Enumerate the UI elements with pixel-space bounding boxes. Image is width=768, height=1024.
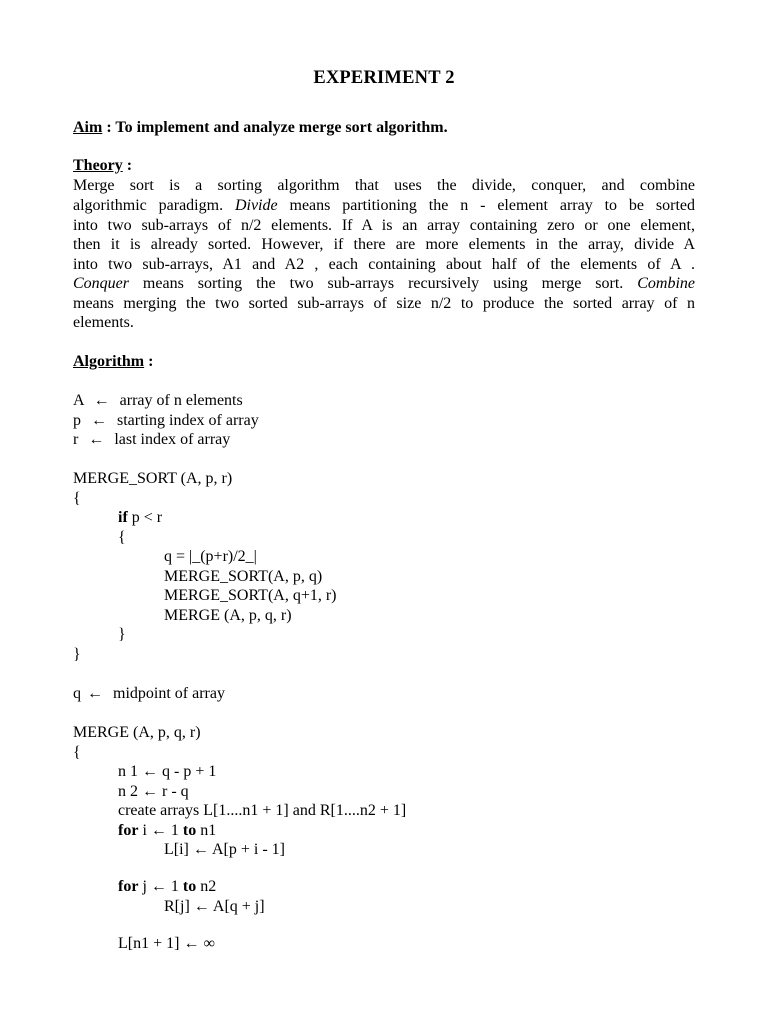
n2-assign: n 2 ← r - q (118, 783, 189, 800)
sentinel-assign: L[n1 + 1] ← ∞ (118, 935, 215, 952)
for-keyword: for (118, 878, 139, 895)
n1-assign: n 1 ← q - p + 1 (118, 763, 217, 780)
for-loop-i-body: L[i] ← A[p + i - 1] (164, 841, 285, 858)
left-arrow-icon: ← (93, 392, 110, 409)
merge-sort-close-brace: } (73, 646, 81, 663)
merge-sort-header: MERGE_SORT (A, p, r) (73, 470, 233, 487)
theory-line-3: into two sub-arrays of n/2 elements. If A is an array containing zero or one element, (73, 217, 695, 234)
algorithm-label: Algorithm (73, 353, 145, 370)
aim-line (73, 118, 448, 138)
combine-term: Combine (637, 275, 696, 292)
theory-colon: : (122, 157, 133, 174)
if-keyword: if (118, 509, 128, 526)
theory-label: Theory (73, 157, 123, 174)
for-loop-j: for j ← 1 to n2 (118, 878, 217, 895)
conquer-term: Conquer (73, 275, 129, 292)
create-arrays: create arrays L[1....n1 + 1] and R[1....n2 + 1] (118, 802, 407, 819)
for-loop-j-body: R[j] ← A[q + j] (164, 898, 265, 915)
algorithm-colon: : (144, 353, 154, 370)
recursive-call-right: MERGE_SORT(A, q+1, r) (164, 587, 337, 604)
theory-line-4: then it is already sorted. However, if there are more elements in the array, divide A (73, 236, 695, 253)
theory-line-5: into two sub-arrays, A1 and A2 , each containing about half of the elements of A . (73, 256, 695, 273)
if-close-brace: } (118, 626, 126, 643)
to-keyword: to (182, 822, 197, 839)
recursive-call-left: MERGE_SORT(A, p, q) (164, 568, 323, 585)
merge-sort-open-brace: { (73, 490, 81, 507)
if-open-brace: { (118, 529, 126, 546)
divide-term: Divide (234, 197, 278, 214)
algorithm-heading (73, 352, 153, 372)
left-arrow-icon: ← (91, 412, 107, 429)
left-arrow-icon: ← (87, 685, 103, 702)
midpoint-calc: q = |_(p+r)/2_| (164, 548, 257, 565)
def-q: q ← midpoint of array (73, 685, 225, 702)
theory-heading (73, 156, 132, 176)
for-loop-i: for i ← 1 to n1 (118, 822, 217, 839)
if-statement: if p < r (118, 509, 163, 526)
merge-call: MERGE (A, p, q, r) (164, 607, 292, 624)
theory-line-8: elements. (73, 314, 134, 331)
merge-header: MERGE (A, p, q, r) (73, 724, 201, 741)
aim-text: : To implement and analyze merge sort algorithm. (102, 119, 448, 136)
theory-line-7: means merging the two sorted sub-arrays of size n/2 to produce the sorted array of n (73, 295, 695, 312)
aim-label: Aim (73, 119, 103, 136)
def-p: p ← starting index of array (73, 412, 259, 429)
def-a: A ← array of n elements (73, 392, 243, 409)
page-title: EXPERIMENT 2 (313, 68, 455, 88)
for-keyword: for (118, 822, 139, 839)
merge-open-brace: { (73, 744, 81, 761)
def-r: r ← last index of array (73, 431, 231, 448)
theory-line-2: algorithmic paradigm. Divide means partitioning the n - element array to be sorted (73, 197, 695, 214)
left-arrow-icon: ← (88, 431, 105, 448)
to-keyword: to (182, 878, 197, 895)
theory-line-1: Merge sort is a sorting algorithm that uses the divide, conquer, and combine (73, 177, 695, 194)
theory-line-6: Conquer means sorting the two sub-arrays recursively using merge sort. Combine (73, 275, 696, 292)
